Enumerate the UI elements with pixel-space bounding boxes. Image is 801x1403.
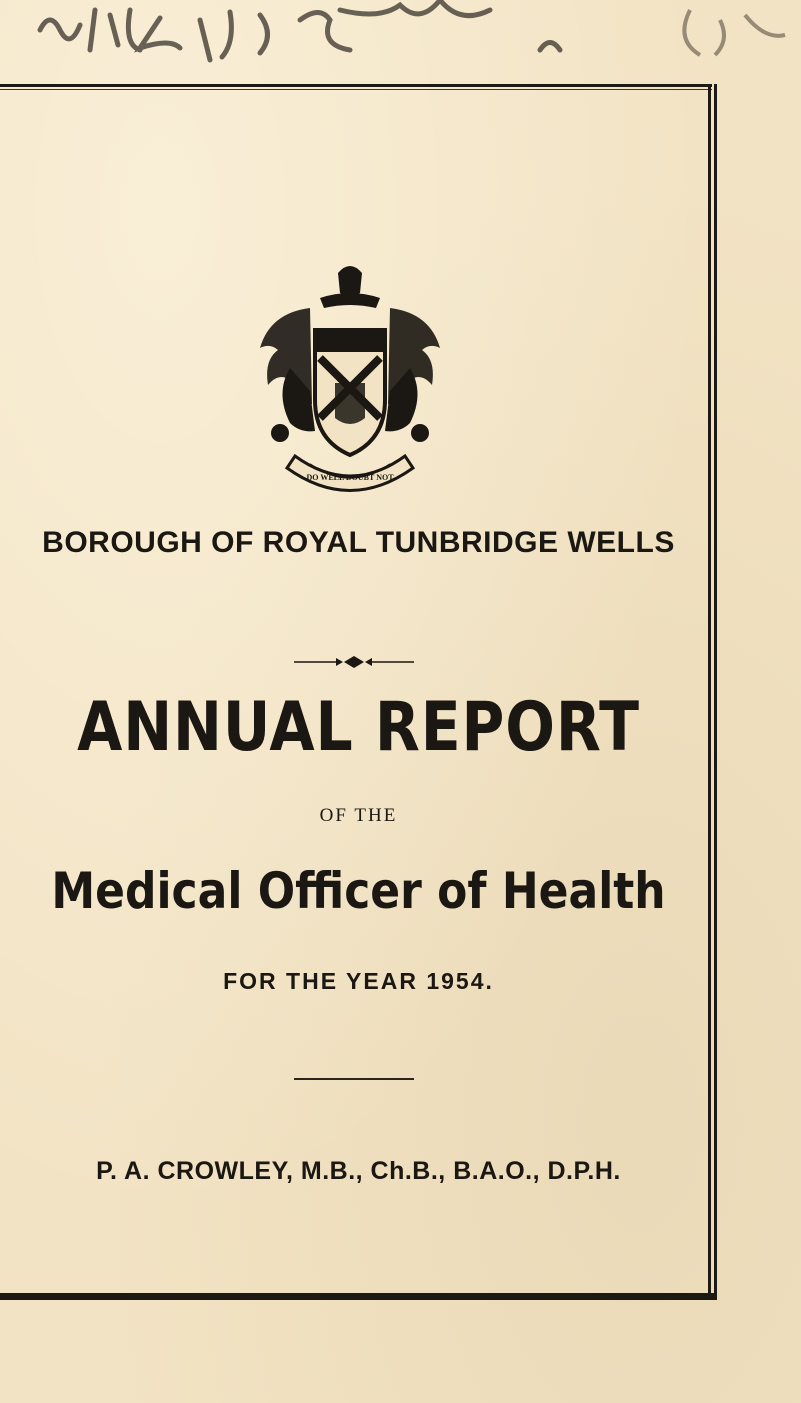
handwritten-scrawl [0, 0, 801, 70]
border-bottom-rule [0, 1293, 717, 1300]
border-right-rule [708, 84, 711, 1300]
coat-of-arms-icon [250, 258, 450, 498]
medical-officer-title: Medical Officer of Health [51, 862, 666, 920]
borough-title: BOROUGH OF ROYAL TUNBRIDGE WELLS [42, 526, 675, 559]
crest-motto: DO WELL DOUBT NOT [306, 473, 394, 482]
of-the-subtitle: OF THE [319, 805, 398, 826]
border-top-thin-rule [0, 89, 712, 90]
border-right-outer-rule [714, 84, 717, 1300]
divider-rule [294, 1078, 414, 1080]
annual-report-title: ANNUAL REPORT [77, 688, 640, 767]
report-year: FOR THE YEAR 1954. [223, 968, 494, 994]
border-top-rule [0, 84, 712, 87]
author-credentials: P. A. CROWLEY, M.B., Ch.B., B.A.O., D.P.H. [96, 1157, 621, 1185]
ornament-divider-icon [294, 655, 414, 669]
